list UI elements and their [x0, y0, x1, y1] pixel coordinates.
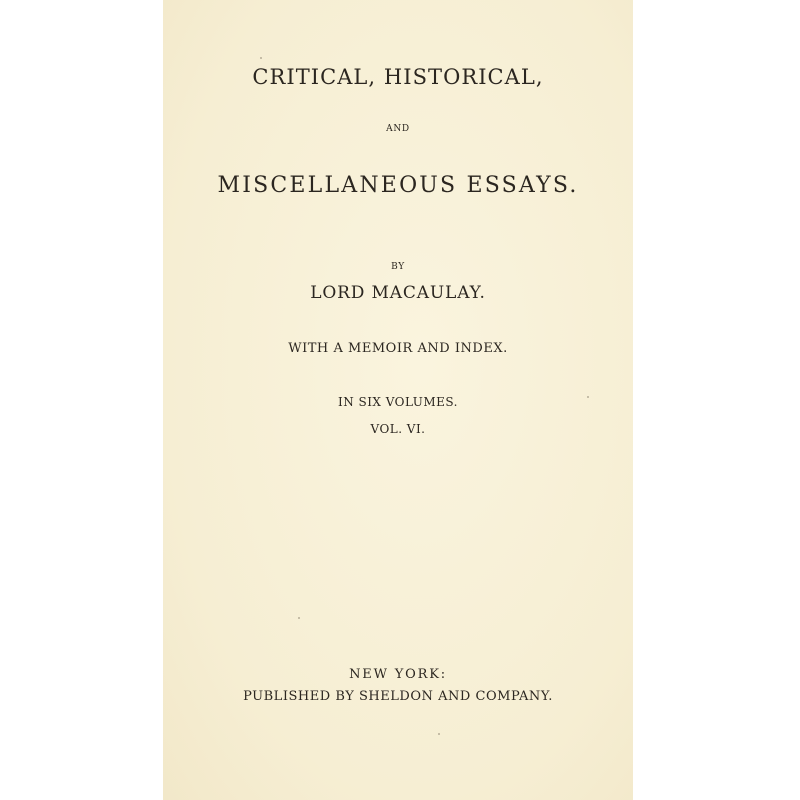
paper-speck — [587, 396, 589, 398]
subtitle: WITH A MEMOIR AND INDEX. — [288, 341, 508, 356]
paper-speck — [438, 733, 440, 735]
paper-speck — [298, 617, 300, 619]
title-line-2: MISCELLANEOUS ESSAYS. — [217, 173, 579, 198]
imprint-city: NEW YORK: — [349, 667, 447, 682]
volume-number: VOL. VI. — [370, 422, 426, 436]
title-conjunction: AND — [386, 124, 410, 134]
imprint-publisher: PUBLISHED BY SHELDON AND COMPANY. — [243, 689, 553, 704]
title-line-1: CRITICAL, HISTORICAL, — [252, 65, 544, 89]
volume-count: IN SIX VOLUMES. — [338, 395, 458, 409]
paper-speck — [260, 57, 262, 59]
author-name: LORD MACAULAY. — [310, 283, 486, 303]
byline-label: BY — [391, 262, 405, 272]
title-page — [163, 0, 633, 800]
